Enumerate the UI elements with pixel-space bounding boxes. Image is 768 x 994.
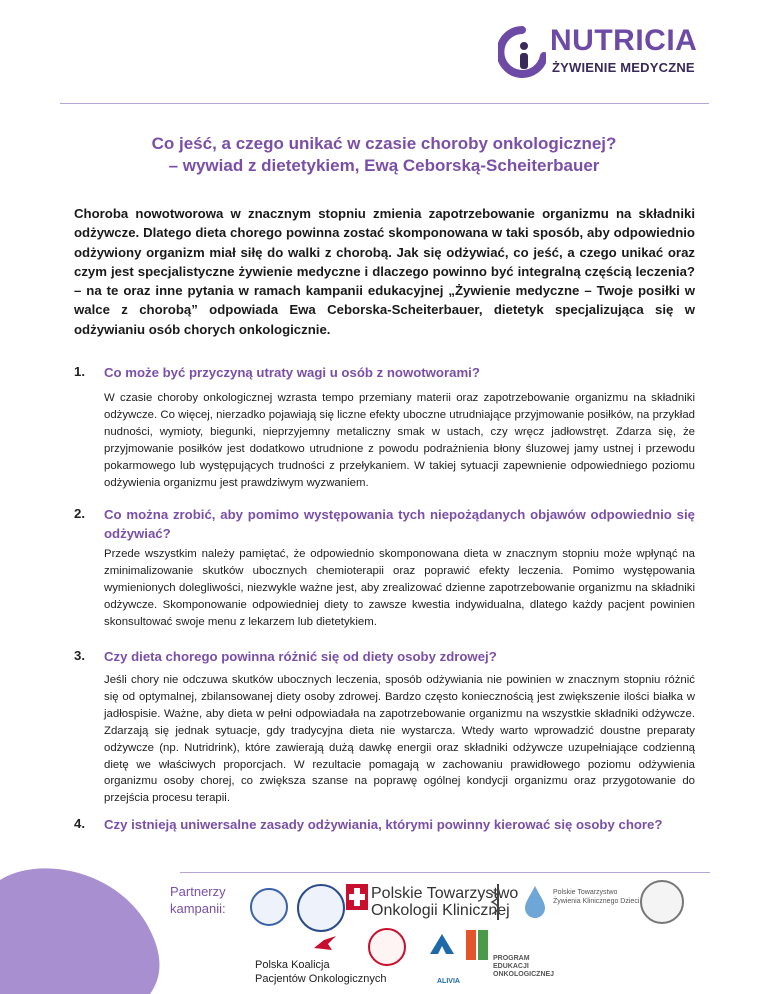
ptok-logo-text: Polskie Towarzystwo Onkologii Klinicznej bbox=[371, 885, 519, 919]
header-divider bbox=[60, 103, 709, 104]
title-line-1: Co jeść, a czego unikać w czasie choroby onkologicznej? bbox=[151, 134, 617, 153]
lead-paragraph: Choroba nowotworowa w znacznym stopniu zmienia zapotrzebowanie organizmu na składniki odżywcze. Dlatego dieta chorego powinna zostać skomponowana w taki sposób, aby odpowiednio odżywiony organizm miał siłę do walki z chorobą. Jak się odżywiać, co jeść, a czego unikać oraz czym jest specjalistyczne żywienie medyczne i dlaczego powinno być integralną częścią leczenia? – na te oraz inne pytania w ramach kampanii edukacyjnej „Żywienie medyczne – Twoje posiłki w walce z chorobą” odpowiada Ewa Ceborska-Scheiterbauer, dietetyk specjalizująca się w odżywianiu osób chorych onkologicznie. bbox=[74, 206, 695, 337]
bird-logo-icon bbox=[312, 934, 338, 954]
question-heading: Co może być przyczyną utraty wagi u osób z nowotworami? bbox=[104, 365, 480, 380]
partner-logo-circle-2 bbox=[297, 884, 345, 932]
answer-paragraph: Przede wszystkim należy pamiętać, że odpowiednio skomponowana dieta w znacznym stopniu może wpłynąć na zminimalizowanie skutków ubocznych chemioterapii oraz poprawić efekty leczenia. Pomimo występowania wymienionych dolegliwości, niezwykle ważne jest, aby zrealizować dzienne zapotrzebowanie organizmu na składniki odżywcze. Skomponowanie odpowiedniej diety to zawsze kwestia indywidualna, dlatego każdy pacjent powinien skonsultować swoje menu z lekarzem lub dietetykiem. bbox=[104, 548, 695, 628]
title-line-2: – wywiad z dietetykiem, Ewą Ceborską-Scheiterbauer bbox=[168, 156, 600, 175]
answer-paragraph: Jeśli chory nie odczuwa skutków ubocznych leczenia, sposób odżywiania nie powinien w znacznym stopniu różnić się od optymalnej, zbilansowanej diety osoby zdrowej. Bardzo często koniecznością jest zwiększenie ilości białka w jadłospisie. Ważne, aby dieta w pełni odpowiadała na zapotrzebowanie organizmu na wszystkie składniki odżywcze. Zdarzają się jednak sytuacje, gdy tradycyjna dieta nie wystarcza. Wtedy warto wprowadzić doustne preparaty odżywcze (np. Nutridrink), które zawierają dużą dawkę energii oraz składniki odżywcze uzupełniające codzienną dietę we właściwych proporcjach. W rezultacie pomagają w zachowaniu prawidłowego poziomu odżywienia organizmu osoby chorej, co zwiększa szanse na poprawę ogólnej kondycji organizmu oraz przygotowanie do przejścia procesu terapii. bbox=[104, 674, 695, 805]
question-heading: Co można zrobić, aby pomimo występowania tych niepożądanych objawów odpowiednio się odżywiać? bbox=[104, 507, 695, 541]
peo-logo-icon bbox=[466, 930, 490, 960]
ptok-logo-icon bbox=[346, 884, 368, 910]
alivia-logo-icon bbox=[428, 932, 456, 956]
partner-logo-circle-3 bbox=[368, 928, 406, 966]
caduceus-logo-icon bbox=[486, 882, 510, 922]
question-number: 4. bbox=[74, 816, 85, 831]
question-number: 1. bbox=[74, 364, 85, 379]
ptzkd-logo-icon bbox=[520, 884, 550, 918]
question-heading: Czy dieta chorego powinna różnić się od diety osoby zdrowej? bbox=[104, 649, 497, 664]
ptzkd-logo-text: Polskie Towarzystwo Żywienia Klinicznego Dzieci bbox=[553, 889, 640, 905]
footer-divider bbox=[180, 872, 710, 873]
peo-logo-text: PROGRAM EDUKACJI ONKOLOGICZNEJ bbox=[493, 955, 555, 978]
brand-name: NUTRICIA bbox=[550, 24, 698, 57]
answer-paragraph: W czasie choroby onkologicznej wzrasta tempo przemiany materii oraz zapotrzebowanie organizmu na składniki odżywcze. Co więcej, nierzadko pojawiają się liczne efekty uboczne utrudniające przyjmowanie posiłków, na przykład nudności, wymioty, biegunki, nieprzyjemny metaliczny smak w ustach, czy wręcz jadłowstręt. Zdarza się, że przyjmowanie posiłków jest dodatkowo utrudnione z powodu podrażnienia błony śluzowej jamy ustnej i przewodu pokarmowego lub występujących trudności z przełykaniem. W takiej sytuacji zapewnienie odpowiedniego poziomu odżywienia organizmu jest prawdziwym wyzwaniem. bbox=[104, 392, 695, 489]
vitruvian-logo bbox=[640, 880, 684, 924]
brand-subtitle: ŻYWIENIE MEDYCZNE bbox=[552, 60, 695, 75]
nutricia-logo-icon bbox=[498, 26, 546, 80]
question-heading: Czy istnieją uniwersalne zasady odżywiania, którymi powinny kierować się osoby chore? bbox=[104, 817, 663, 832]
alivia-logo-text: ALIVIA bbox=[437, 978, 460, 985]
partner-logo-circle-1 bbox=[250, 888, 288, 926]
question-number: 2. bbox=[74, 506, 85, 521]
question-number: 3. bbox=[74, 648, 85, 663]
partners-label: Partnerzy kampanii: bbox=[170, 884, 226, 916]
pkpo-logo-text: Polska Koalicja Pacjentów Onkologicznych bbox=[255, 959, 387, 985]
document-title bbox=[0, 133, 768, 177]
decorative-corner-shape bbox=[0, 860, 230, 994]
nutricia-logo bbox=[498, 22, 708, 82]
